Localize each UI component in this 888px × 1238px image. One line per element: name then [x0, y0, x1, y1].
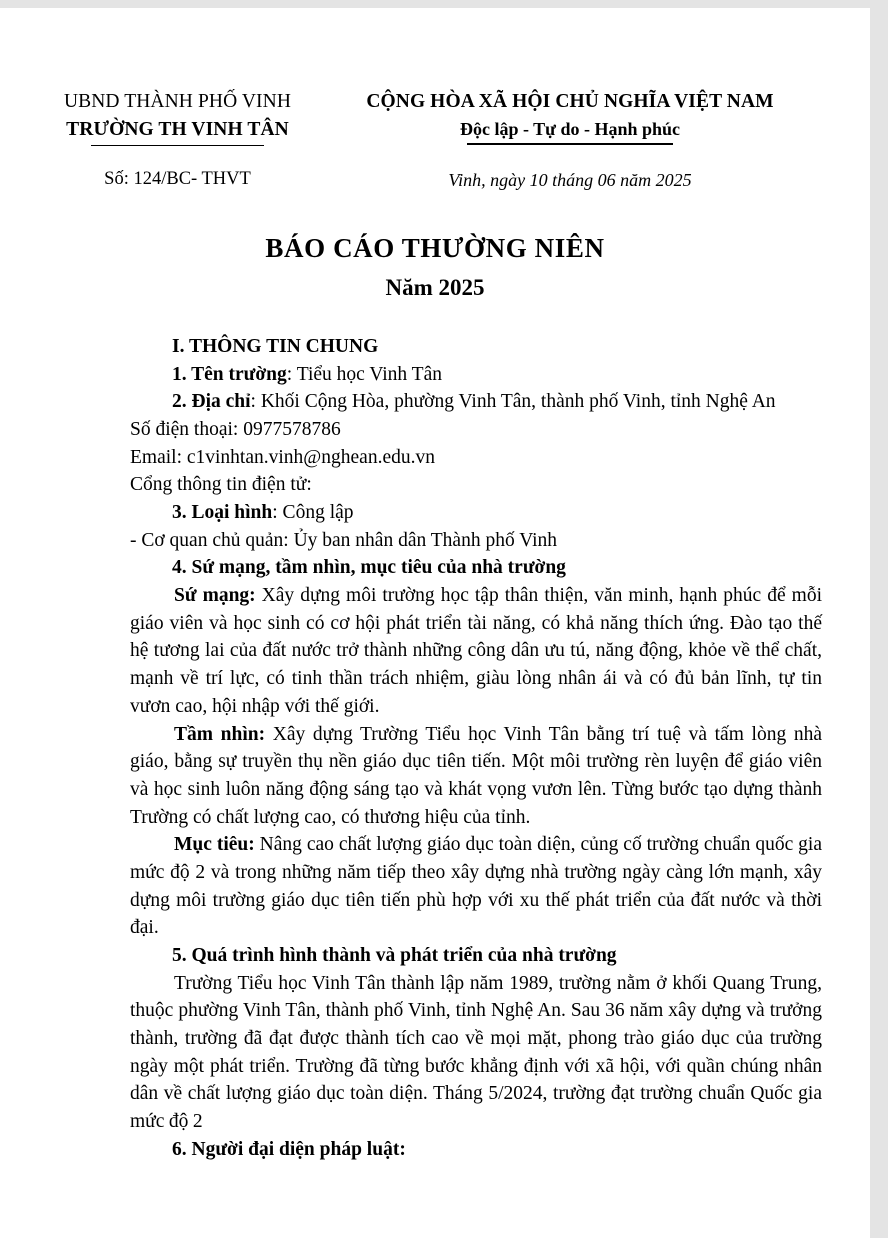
item-school-name — [130, 361, 822, 389]
item-address-label: 2. Địa chỉ — [172, 391, 251, 413]
mission-paragraph — [130, 582, 822, 720]
national-motto: Độc lập - Tự do - Hạnh phúc — [460, 116, 680, 142]
item-school-name-value: : Tiểu học Vinh Tân — [286, 363, 442, 385]
national-motto-wrap — [355, 116, 785, 142]
header-right-block — [355, 88, 785, 191]
document-header — [0, 8, 870, 191]
document-number: Số: 124/BC- THVT — [104, 169, 251, 190]
document-body — [0, 8, 870, 1238]
place-and-date: Vinh, ngày 10 tháng 06 năm 2025 — [448, 169, 692, 190]
mission-text: Xây dựng môi trường học tập thân thiện, văn minh, hạnh phúc để mỗi giáo viên và học sinh có cơ hội phát triển tài năng, có khả năng thích ứng. Đào tạo thế hệ tương lai của đất nước trở thành những công dân ưu tú, năng động, khỏe về thể chất, mạnh về trí lực, có tinh thần trách nhiệm, giàu lòng nhân ái và có đủ bản lĩnh, tự tin vươn cao, hội nhập với thế giới. — [130, 585, 822, 717]
item-school-type-value: : Công lập — [272, 502, 354, 524]
vision-paragraph — [130, 721, 822, 832]
history-paragraph: Trường Tiểu học Vinh Tân thành lập năm 1989, trường nằm ở khối Quang Trung, thuộc phường Vinh Tân, thành phố Vinh, tỉnh Nghệ An. Sau 36 năm xây dựng và trưởng thành, trường đã đạt được thành tích cao về mọi mặt, phong trào giáo dục của trường ngày một phát triển. Trường đã từng bước khẳng định với xã hội, với quần chúng nhân dân về chất lượng giáo dục toàn diện. Tháng 5/2024, trường đạt trường chuẩn Quốc gia mức độ 2 — [130, 972, 822, 1133]
title-block — [0, 231, 870, 303]
item-4-heading: 4. Sứ mạng, tầm nhìn, mục tiêu của nhà trường — [172, 557, 566, 579]
goal-paragraph — [130, 831, 822, 942]
issuing-authority: UBND THÀNH PHỐ VINH — [63, 91, 292, 112]
item-5-heading: 5. Quá trình hình thành và phát triển của nhà trường — [172, 945, 617, 967]
phone-line: Số điện thoại: 0977578786 — [130, 418, 341, 440]
document-page — [0, 8, 870, 1238]
vision-label: Tầm nhìn: — [174, 723, 266, 745]
portal-line: Cổng thông tin điện tử: — [130, 474, 312, 496]
section-1-heading: I. THÔNG TIN CHUNG — [172, 335, 379, 357]
mission-label: Sứ mạng: — [174, 585, 256, 607]
item-6-heading: 6. Người đại diện pháp luật: — [172, 1138, 406, 1160]
goal-text: Nâng cao chất lượng giáo dục toàn diện, củng cố trường chuẩn quốc gia mức độ 2 và trong những năm tiếp theo xây dựng nhà trường ngày càng lớn mạnh, xây dựng môi trường giáo dục tiên tiến phù hợp với xu thế phát triển của đất nước và thời đại. — [130, 834, 822, 939]
item-address — [130, 388, 822, 416]
goal-label: Mục tiêu: — [174, 834, 255, 856]
document-subtitle: Năm 2025 — [385, 274, 485, 300]
document-title: BÁO CÁO THƯỜNG NIÊN — [265, 232, 605, 263]
email-line: Email: c1vinhtan.vinh@nghean.edu.vn — [130, 446, 435, 468]
school-name-wrap — [0, 116, 355, 144]
nation-title: CỘNG HÒA XÃ HỘI CHỦ NGHĨA VIỆT NAM — [366, 91, 774, 112]
item-school-type-label: 3. Loại hình — [172, 502, 273, 524]
item-school-name-label: 1. Tên trường — [172, 363, 287, 385]
header-left-block — [0, 88, 355, 190]
item-school-type — [130, 499, 822, 527]
item-address-value: : Khối Cộng Hòa, phường Vinh Tân, thành phố Vinh, tỉnh Nghệ An — [250, 391, 776, 413]
school-name: TRƯỜNG TH VINH TÂN — [66, 116, 289, 144]
governing-body-line: - Cơ quan chủ quản: Ủy ban nhân dân Thành phố Vinh — [130, 529, 558, 551]
vision-text: Xây dựng Trường Tiểu học Vinh Tân bằng trí tuệ và tấm lòng nhà giáo, bằng sự truyền thụ nền giáo dục tiên tiến. Một môi trường rèn luyện để giáo viên và học sinh luôn năng động sáng tạo và khát vọng vươn lên. Từng bước tạo dựng thành Trường có chất lượng cao, có thương hiệu của tỉnh. — [130, 723, 822, 828]
document-content — [0, 333, 870, 1164]
